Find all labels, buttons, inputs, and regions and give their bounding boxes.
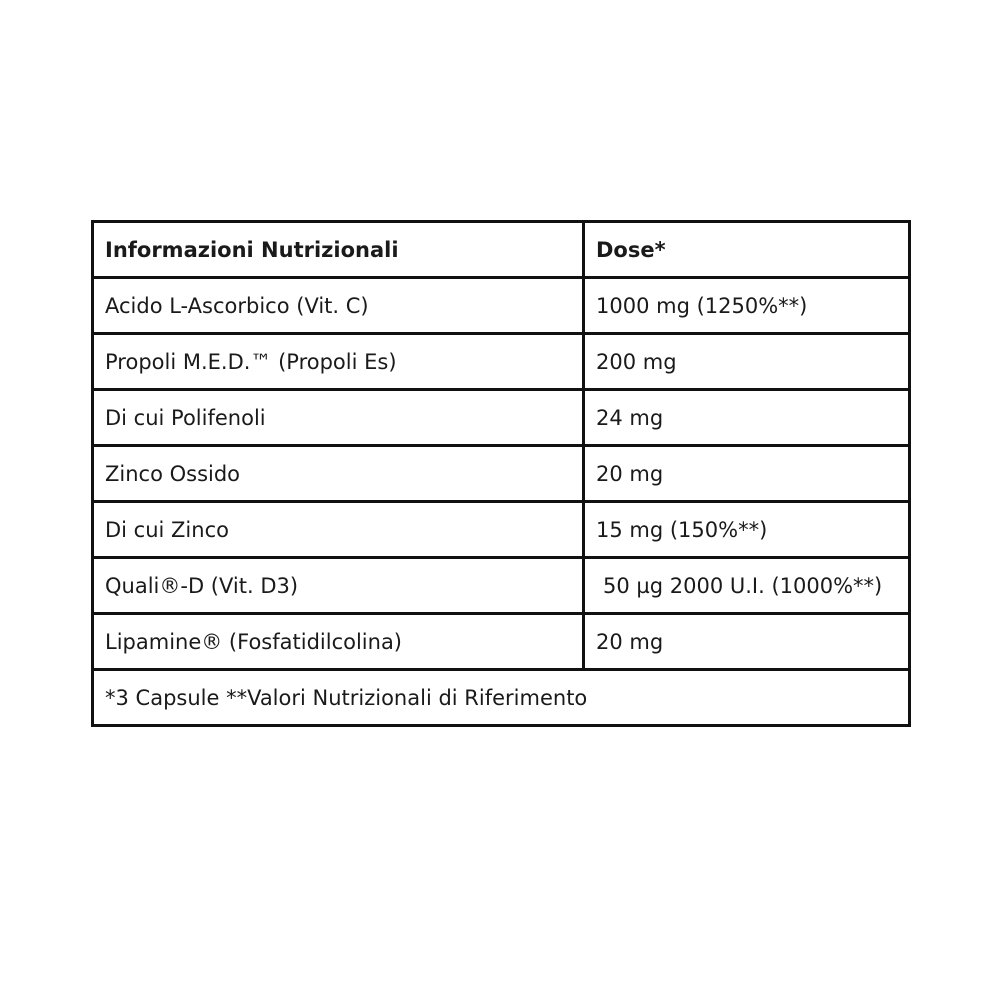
row-dose: 24 mg bbox=[584, 390, 910, 446]
table-row bbox=[93, 558, 910, 614]
row-name: Lipamine® (Fosfatidilcolina) bbox=[93, 614, 584, 670]
table-row bbox=[93, 334, 910, 390]
row-name: Acido L-Ascorbico (Vit. C) bbox=[93, 278, 584, 334]
table-row bbox=[93, 446, 910, 502]
row-name: Propoli M.E.D.™ (Propoli Es) bbox=[93, 334, 584, 390]
header-name: Informazioni Nutrizionali bbox=[93, 222, 584, 278]
row-name: Di cui Zinco bbox=[93, 502, 584, 558]
row-dose: 50 µg 2000 U.I. (1000%**) bbox=[584, 558, 910, 614]
row-dose: 200 mg bbox=[584, 334, 910, 390]
table-footnote-row bbox=[93, 670, 910, 726]
table-row bbox=[93, 614, 910, 670]
row-name: Di cui Polifenoli bbox=[93, 390, 584, 446]
row-name: Quali®-D (Vit. D3) bbox=[93, 558, 584, 614]
header-dose: Dose* bbox=[584, 222, 910, 278]
table-row bbox=[93, 278, 910, 334]
row-dose: 1000 mg (1250%**) bbox=[584, 278, 910, 334]
table-row bbox=[93, 502, 910, 558]
row-dose: 20 mg bbox=[584, 614, 910, 670]
row-dose: 15 mg (150%**) bbox=[584, 502, 910, 558]
table-row bbox=[93, 390, 910, 446]
table-header-row bbox=[93, 222, 910, 278]
nutrition-table bbox=[91, 220, 911, 727]
row-name: Zinco Ossido bbox=[93, 446, 584, 502]
row-dose: 20 mg bbox=[584, 446, 910, 502]
footnote: *3 Capsule **Valori Nutrizionali di Riferimento bbox=[93, 670, 910, 726]
